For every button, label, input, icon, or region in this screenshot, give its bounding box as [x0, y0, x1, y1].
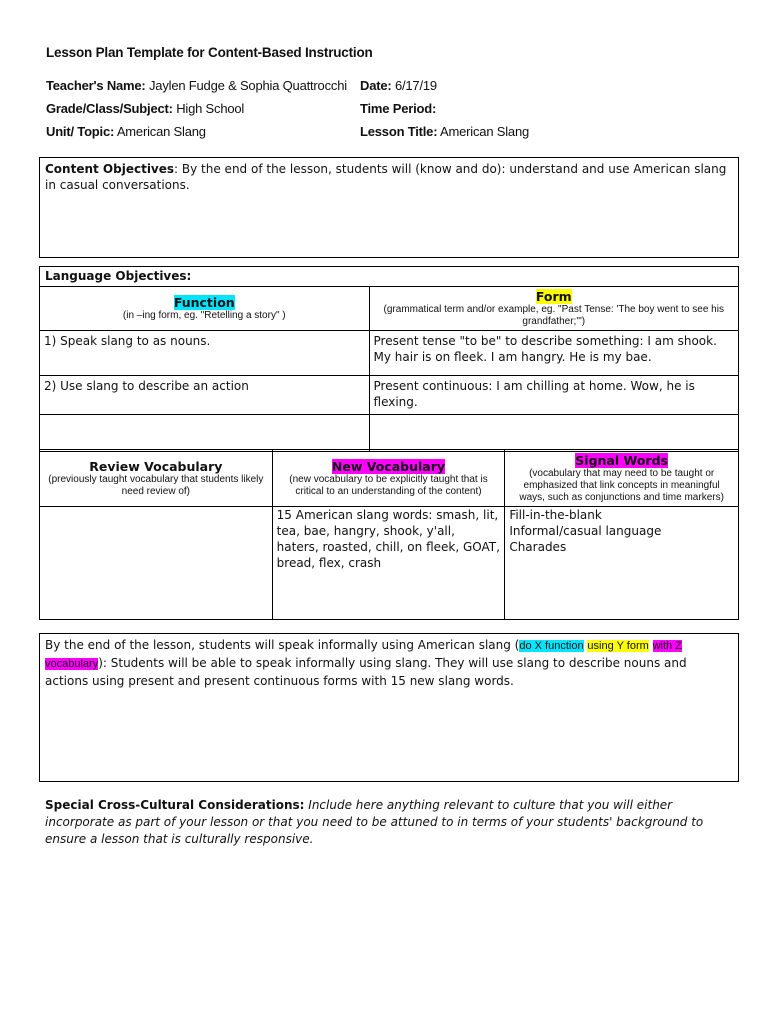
lesson-summary-text: [45, 637, 733, 690]
content-objectives-text: [45, 161, 733, 193]
signal-words-subheader: (vocabulary that may need to be taught or emphasized that link concepts in meaningful ways, such as conjunctions and time markers): [519, 467, 724, 503]
review-vocab-subheader: (previously taught vocabulary that students likely need review of): [48, 473, 264, 497]
teacher-value: Jaylen Fudge & Sophia Quattrocchi: [149, 78, 347, 93]
form-subheader: (grammatical term and/or example, eg. "Past Tense: 'The boy went to see his grandfather;'"): [383, 304, 724, 327]
signal-word-item: Charades: [509, 540, 567, 554]
date-value: 6/17/19: [394, 78, 437, 93]
summary-function-highlight: do X function: [519, 640, 584, 652]
form-header-cell: [369, 287, 738, 331]
date-row: [360, 78, 437, 93]
signal-word-item: Fill-in-the-blank: [509, 508, 602, 522]
new-vocab-header-cell: [272, 450, 505, 507]
summary-intro: By the end of the lesson, students will speak informally using American slang (: [45, 638, 520, 652]
content-objectives-box: [39, 157, 739, 258]
lesson-title-label: Lesson Title:: [360, 124, 438, 139]
function-header: Function: [173, 295, 235, 310]
grade-value: High School: [176, 101, 245, 116]
function-row-2: 2) Use slang to describe an action: [40, 376, 370, 415]
language-objectives-table: [39, 266, 739, 452]
vocabulary-table: [39, 449, 739, 620]
cross-cultural-label: Special Cross-Cultural Considerations:: [45, 798, 305, 812]
period-row: [360, 101, 436, 116]
period-label: Time Period:: [360, 101, 437, 116]
cross-cultural-text: Include here anything relevant to culture that you will either incorporate as part of your lesson or that you need to be attuned to in terms of your students' background to ensure a lesson that is culturally responsive.: [45, 798, 704, 846]
unit-label: Unit/ Topic:: [46, 124, 115, 139]
teacher-label: Teacher's Name:: [46, 78, 146, 93]
unit-row: [46, 124, 206, 139]
lesson-title-value: American Slang: [440, 124, 530, 139]
document-title: Lesson Plan Template for Content-Based Instruction: [46, 45, 373, 60]
signal-words-cell: [505, 507, 739, 620]
summary-form-highlight: using Y form: [587, 640, 649, 652]
form-row-2: Present continuous: I am chilling at home. Wow, he is flexing.: [369, 376, 738, 415]
function-row-1: 1) Speak slang to as nouns.: [40, 331, 370, 376]
lesson-title-row: [360, 124, 529, 139]
review-vocab-header: Review Vocabulary: [89, 458, 223, 474]
function-row-3: [40, 415, 370, 452]
grade-row: [46, 101, 244, 116]
date-label: Date:: [360, 78, 392, 93]
unit-value: American Slang: [116, 124, 206, 139]
form-row-3: [369, 415, 738, 452]
summary-vocab-highlight: with Z vocabulary: [45, 640, 682, 670]
summary-body: ): Students will be able to speak informally using slang. They will use slang to describe nouns and actions using present and present continuous forms with 15 new slang words.: [45, 656, 687, 688]
content-objectives-label: Content Objectives: [45, 162, 175, 176]
content-objectives-body: : By the end of the lesson, students will (know and do): understand and use American slang in casual conversations.: [45, 162, 727, 192]
signal-words-header-cell: [505, 450, 739, 507]
review-vocab-header-cell: [40, 450, 273, 507]
signal-words-header: Signal Words: [575, 452, 668, 468]
new-vocab-header: New Vocabulary: [331, 458, 446, 474]
cross-cultural-section: [45, 797, 735, 848]
signal-word-item: Informal/casual language: [509, 524, 662, 538]
lesson-summary-box: [39, 633, 739, 782]
review-vocab-cell: [40, 507, 273, 620]
new-vocab-subheader: (new vocabulary to be explicitly taught that is critical to an understanding of the content): [289, 473, 488, 497]
function-header-cell: [40, 287, 370, 331]
form-header: Form: [535, 289, 572, 304]
new-vocab-cell: 15 American slang words: smash, lit, tea, bae, hangry, shook, y'all, haters, roasted, chill, on fleek, GOAT, bread, flex, crash: [272, 507, 505, 620]
language-objectives-label: Language Objectives:: [40, 267, 739, 287]
grade-label: Grade/Class/Subject:: [46, 101, 173, 116]
form-row-1: Present tense "to be" to describe something: I am shook. My hair is on fleek. I am hangry. He is my bae.: [369, 331, 738, 376]
function-subheader: (in –ing form, eg. "Retelling a story" ): [122, 310, 286, 321]
teacher-name-row: [46, 78, 347, 93]
